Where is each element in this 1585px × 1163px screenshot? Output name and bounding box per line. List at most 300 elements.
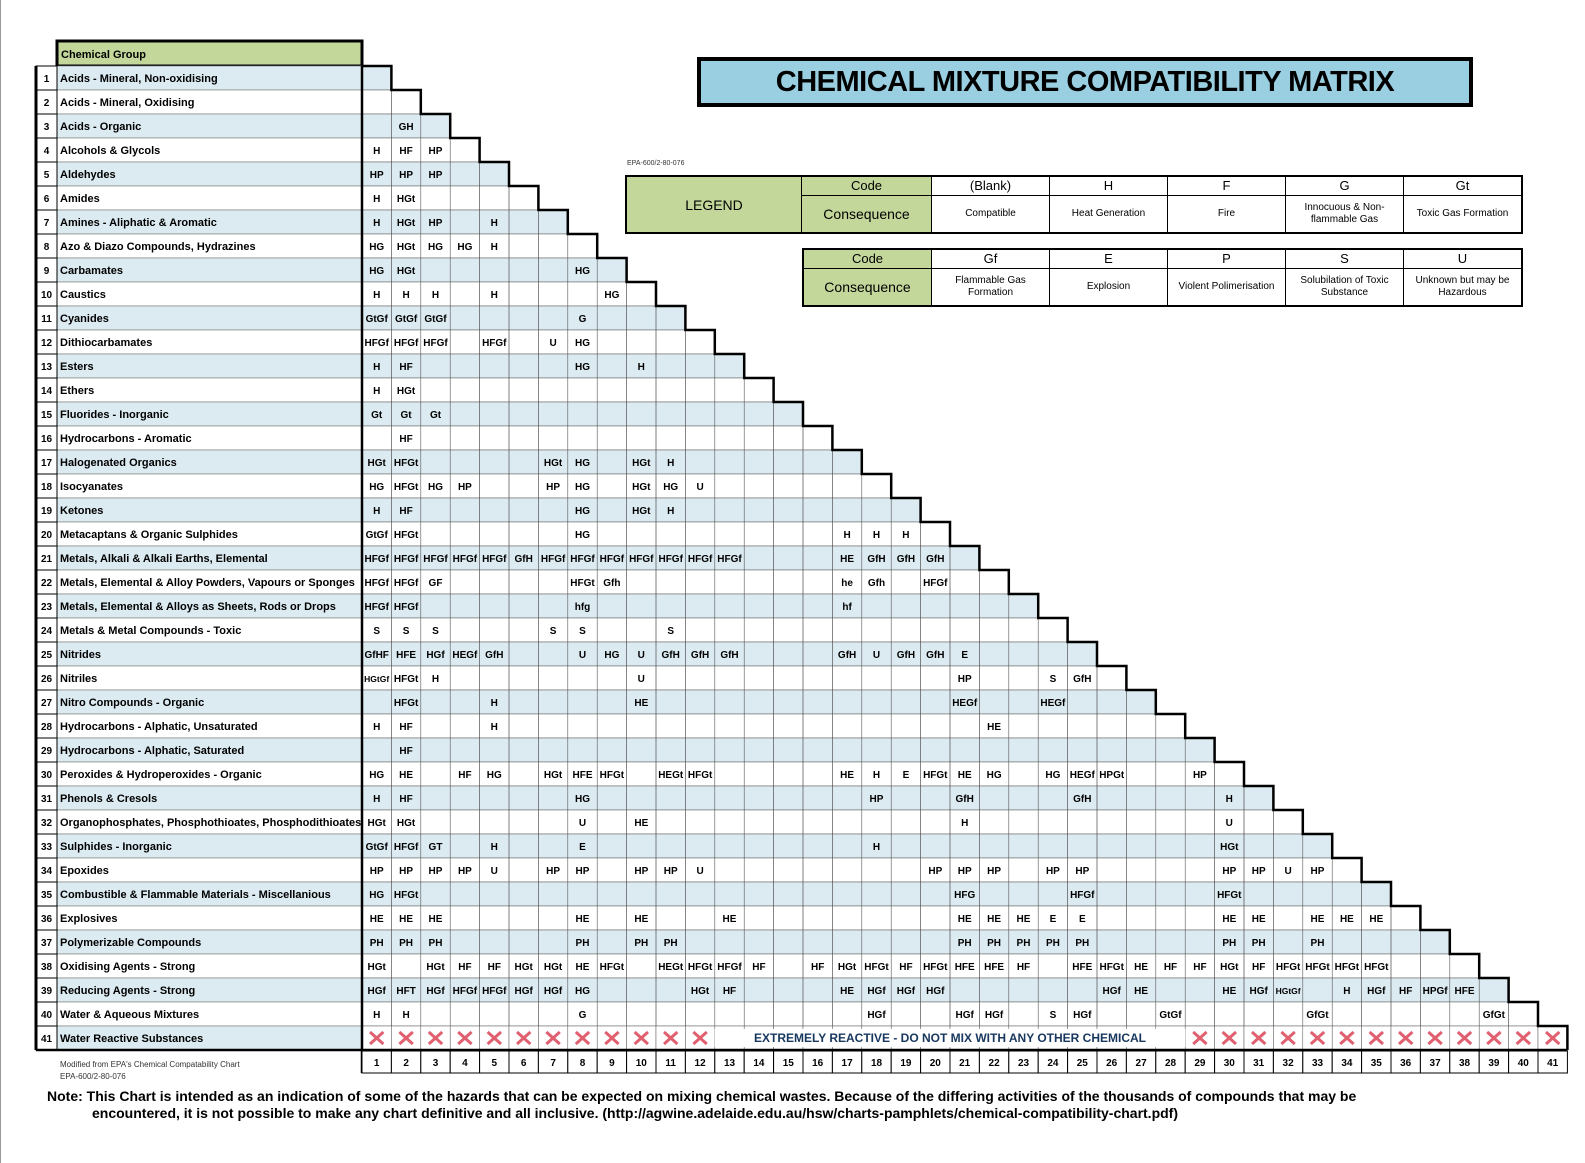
column-number: 21 xyxy=(959,1058,971,1069)
legend-meaning-f: Fire xyxy=(1168,196,1286,234)
column-number: 18 xyxy=(870,1058,883,1069)
matrix-value: HGf xyxy=(984,1010,1004,1021)
row-number: 11 xyxy=(41,314,52,325)
legend-consequence-label: Consequence xyxy=(802,196,932,234)
matrix-value: GfHF xyxy=(364,650,389,661)
legend-meaning-s: Solubilation of Toxic Substance xyxy=(1286,269,1404,307)
matrix-value: HE xyxy=(1251,914,1266,925)
column-number: 37 xyxy=(1429,1058,1441,1069)
row-number: 24 xyxy=(40,626,53,637)
row-number: 32 xyxy=(40,818,53,829)
row-number: 23 xyxy=(40,602,53,613)
matrix-value: HE xyxy=(634,818,649,829)
matrix-value: HGt xyxy=(690,986,710,997)
matrix-value: HP xyxy=(957,866,972,877)
matrix-value: GfH xyxy=(926,554,945,565)
group-name: Esters xyxy=(60,361,94,373)
group-header-label: Chemical Group xyxy=(61,49,146,61)
matrix-value: HE xyxy=(722,914,737,925)
matrix-value: H xyxy=(490,698,498,709)
matrix-value: HG xyxy=(575,266,590,277)
row-number: 31 xyxy=(40,794,53,805)
matrix-value: HEGf xyxy=(1040,698,1066,709)
row-number: 39 xyxy=(40,986,53,997)
matrix-value: U xyxy=(696,482,704,493)
matrix-value: H xyxy=(637,362,645,373)
row-number: 20 xyxy=(40,530,53,541)
matrix-value: HGf xyxy=(514,986,533,997)
matrix-value: HG xyxy=(486,770,502,781)
column-number: 1 xyxy=(373,1058,380,1069)
matrix-value: HFGf xyxy=(452,986,478,997)
column-number: 15 xyxy=(782,1058,794,1069)
matrix-value: GfH xyxy=(485,650,504,661)
matrix-value: HFE xyxy=(984,962,1005,973)
row-number: 16 xyxy=(40,434,53,445)
group-name: Dithiocarbamates xyxy=(60,337,153,349)
matrix-value: HEGt xyxy=(658,770,684,781)
matrix-value: HF xyxy=(399,746,413,757)
legend-meaning-g: Innocuous & Non-flammable Gas xyxy=(1286,196,1404,234)
group-name: Acids - Mineral, Non-oxidising xyxy=(60,73,218,85)
row-number: 3 xyxy=(43,122,50,133)
matrix-row-band xyxy=(362,66,391,90)
matrix-value: HFGt xyxy=(393,674,419,685)
matrix-value: HE xyxy=(575,962,590,973)
matrix-value: HG xyxy=(604,290,620,301)
matrix-value: PH xyxy=(399,938,414,949)
matrix-value: HGt xyxy=(632,506,651,517)
group-row xyxy=(57,642,362,666)
matrix-value: HFGt xyxy=(1275,962,1301,973)
source-note-line-2: EPA-600/2-80-076 xyxy=(60,1072,126,1081)
matrix-value: HP xyxy=(1075,866,1090,877)
matrix-value: HF xyxy=(458,962,472,973)
matrix-value: GtGf xyxy=(424,314,447,325)
matrix-value: HGf xyxy=(1367,986,1386,997)
matrix-value: HFGt xyxy=(1364,962,1389,973)
row-number: 34 xyxy=(40,866,53,877)
matrix-value: HP xyxy=(369,866,384,877)
matrix-value: HF xyxy=(811,962,825,973)
matrix-value: HE xyxy=(840,986,855,997)
matrix-value: HFGf xyxy=(423,338,448,349)
matrix-value: HGt xyxy=(837,962,857,973)
source-note-line-1: Modified from EPA's Chemical Compatability Chart xyxy=(60,1060,240,1069)
matrix-value: Gt xyxy=(429,410,442,421)
matrix-value: HF xyxy=(487,962,501,973)
matrix-value: HFGf xyxy=(717,962,742,973)
matrix-value: HFGt xyxy=(1217,890,1242,901)
disclaimer-note xyxy=(47,1088,1527,1122)
matrix-value: H xyxy=(1225,794,1233,805)
matrix-value: E xyxy=(1049,914,1057,925)
matrix-value: HP xyxy=(428,170,443,181)
group-name: Alcohols & Glycols xyxy=(60,145,161,157)
matrix-value: HFGf xyxy=(393,578,419,589)
matrix-value: H xyxy=(373,362,381,373)
matrix-value: HF xyxy=(752,962,766,973)
matrix-value: HE xyxy=(1222,914,1237,925)
column-number: 13 xyxy=(723,1058,736,1069)
row-number: 25 xyxy=(40,650,53,661)
matrix-value: GtGf xyxy=(365,530,388,541)
group-name: Phenols & Cresols xyxy=(60,793,158,805)
row-number: 17 xyxy=(40,458,53,469)
matrix-value: G xyxy=(578,314,587,325)
matrix-value: HFGf xyxy=(423,554,448,565)
matrix-value: PH xyxy=(987,938,1002,949)
matrix-value: GtGf xyxy=(1159,1010,1182,1021)
matrix-value: hfg xyxy=(574,602,591,613)
matrix-value: HGf xyxy=(926,986,945,997)
matrix-value: GfH xyxy=(837,650,857,661)
matrix-value: HFGt xyxy=(599,962,625,973)
matrix-value: HFGt xyxy=(923,962,948,973)
row-number: 1 xyxy=(43,74,50,85)
matrix-value: PH xyxy=(1016,938,1031,949)
group-name: Caustics xyxy=(60,289,106,301)
row-number: 15 xyxy=(40,410,53,421)
row-number: 27 xyxy=(40,698,53,709)
row-number: 19 xyxy=(40,506,53,517)
matrix-value: HG xyxy=(986,770,1002,781)
matrix-value: HFGt xyxy=(923,770,948,781)
matrix-value: HE xyxy=(634,698,649,709)
row-number: 28 xyxy=(40,722,53,733)
matrix-value: HFGf xyxy=(364,554,389,565)
legend-code-u: U xyxy=(1404,249,1523,269)
row-number: 2 xyxy=(43,98,50,109)
row-number: 37 xyxy=(40,938,53,949)
matrix-value: HGtGf xyxy=(1275,986,1301,996)
group-name: Cyanides xyxy=(60,313,109,325)
matrix-value: HP xyxy=(546,482,561,493)
matrix-value: HGf xyxy=(367,986,386,997)
row-number: 33 xyxy=(40,842,53,853)
matrix-value: HFGt xyxy=(393,458,419,469)
matrix-value: PH xyxy=(369,938,384,949)
disclaimer-line-2: encountered, it is not possible to make any chart definitive and all inclusive. (http://agwine.adelaide.edu.au/hsw/charts-pamphlets/chemical-compatibility-chart.pdf) xyxy=(92,1105,1178,1121)
matrix-value: GtGf xyxy=(365,314,388,325)
matrix-value: Gfh xyxy=(867,578,886,589)
matrix-value: HF xyxy=(1163,962,1178,973)
matrix-value: HF xyxy=(399,434,413,445)
group-name: Nitriles xyxy=(60,673,98,685)
group-name: Metals, Alkali & Alkali Earths, Elemental xyxy=(60,553,268,565)
matrix-row-band xyxy=(362,786,1273,810)
column-number: 32 xyxy=(1282,1058,1294,1069)
matrix-value: GfH xyxy=(896,554,916,565)
matrix-value: HFT xyxy=(396,986,416,997)
matrix-value: HGt xyxy=(367,458,386,469)
column-number: 22 xyxy=(988,1058,1000,1069)
matrix-value: HE xyxy=(840,554,855,565)
matrix-row-band xyxy=(362,210,568,234)
group-row xyxy=(57,354,362,378)
column-number: 38 xyxy=(1458,1058,1471,1069)
matrix-value: HFGf xyxy=(923,578,948,589)
group-name: Ketones xyxy=(60,505,104,517)
matrix-value: HFGf xyxy=(482,338,507,349)
matrix-value: HG xyxy=(575,338,590,349)
row-number: 4 xyxy=(43,146,50,157)
group-name: Halogenated Organics xyxy=(60,457,177,469)
matrix-value: HE xyxy=(957,770,972,781)
matrix-value: U xyxy=(578,818,587,829)
matrix-value: HF xyxy=(399,794,413,805)
row-number: 21 xyxy=(40,554,53,565)
group-name: Polymerizable Compounds xyxy=(60,937,202,949)
matrix-value: PH xyxy=(1222,938,1237,949)
matrix-value: HF xyxy=(722,986,737,997)
matrix-value: HFGf xyxy=(393,554,419,565)
matrix-value: HFGf xyxy=(393,842,419,853)
group-name: Acids - Organic xyxy=(60,121,142,133)
matrix-value: HEGt xyxy=(658,962,684,973)
matrix-value: GfH xyxy=(690,650,710,661)
matrix-value: U xyxy=(1284,866,1292,877)
matrix-value: HE xyxy=(1310,914,1325,925)
matrix-value: E xyxy=(902,770,910,781)
row-number: 5 xyxy=(43,170,50,181)
matrix-value: HG xyxy=(575,794,590,805)
group-name: Metacaptans & Organic Sulphides xyxy=(60,529,238,541)
matrix-value: HF xyxy=(1399,986,1413,997)
matrix-value: HG xyxy=(369,242,385,253)
matrix-value: HGt xyxy=(514,962,533,973)
matrix-value: U xyxy=(637,674,645,685)
matrix-value: S xyxy=(579,626,586,637)
matrix-value: HG xyxy=(604,650,620,661)
matrix-value: HF xyxy=(899,962,913,973)
group-name: Water & Aqueous Mixtures xyxy=(60,1009,200,1021)
matrix-value: HE xyxy=(428,914,443,925)
column-number: 4 xyxy=(462,1058,468,1069)
matrix-value: HG xyxy=(575,482,590,493)
matrix-value: HG xyxy=(575,986,590,997)
group-name: Hydrocarbons - Aromatic xyxy=(60,433,192,445)
matrix-value: HGt xyxy=(396,386,416,397)
legend-meaning-gf: Flammable Gas Formation xyxy=(932,269,1050,307)
matrix-value: U xyxy=(696,866,704,877)
matrix-value: HP xyxy=(399,170,414,181)
column-number: 24 xyxy=(1047,1058,1059,1069)
matrix-value: HG xyxy=(575,458,590,469)
row-number: 9 xyxy=(43,266,50,277)
matrix-value: H xyxy=(490,242,498,253)
group-name: Nitrides xyxy=(60,649,101,661)
matrix-value: HFG xyxy=(954,890,976,901)
disclaimer-line-1: Note: This Chart is intended as an indication of some of the hazards that can be expected on mixing chemical wastes. Because of the differing activities of the thousands of compounds that may be xyxy=(47,1088,1357,1104)
matrix-value: HP xyxy=(457,482,472,493)
matrix-value: H xyxy=(373,506,381,517)
matrix-value: GfH xyxy=(896,650,916,661)
matrix-value: HG xyxy=(457,242,473,253)
matrix-value: HFGf xyxy=(364,338,389,349)
matrix-value: H xyxy=(872,530,881,541)
matrix-value: H xyxy=(843,530,851,541)
column-number: 2 xyxy=(403,1058,409,1069)
group-name: Isocyanates xyxy=(60,481,123,493)
group-row xyxy=(57,378,362,402)
matrix-value: HFE xyxy=(954,962,975,973)
matrix-value: HE xyxy=(840,770,855,781)
matrix-value: HFGf xyxy=(393,602,419,613)
matrix-value: HG xyxy=(428,482,443,493)
matrix-value: HP xyxy=(1192,770,1207,781)
matrix-value: HG xyxy=(575,362,590,373)
column-number: 6 xyxy=(520,1058,527,1069)
matrix-row-band xyxy=(362,834,1332,858)
matrix-value: HP xyxy=(457,866,472,877)
group-row xyxy=(57,666,362,690)
matrix-value: GT xyxy=(428,842,443,853)
column-number: 5 xyxy=(491,1058,498,1069)
matrix-value: GfGt xyxy=(1482,1010,1506,1021)
group-name: Azo & Diazo Compounds, Hydrazines xyxy=(60,241,256,253)
matrix-value: HP xyxy=(1251,866,1266,877)
matrix-value: HP xyxy=(634,866,649,877)
matrix-value: H xyxy=(373,722,381,733)
row-number: 14 xyxy=(40,386,53,397)
matrix-value: HGt xyxy=(632,482,651,493)
matrix-value: HE xyxy=(1339,914,1354,925)
group-name: Epoxides xyxy=(60,865,109,877)
legend-meaning-e: Explosion xyxy=(1050,269,1168,307)
matrix-value: HP xyxy=(399,866,414,877)
matrix-value: H xyxy=(431,674,440,685)
matrix-value: H xyxy=(872,842,881,853)
matrix-value: HGf xyxy=(867,1010,886,1021)
matrix-value: HGt xyxy=(367,962,386,973)
group-name: Amides xyxy=(60,193,100,205)
group-name: Carbamates xyxy=(60,265,123,277)
matrix-value: GfH xyxy=(926,650,945,661)
matrix-value: HFE xyxy=(572,770,593,781)
row-number: 7 xyxy=(43,218,50,229)
matrix-value: HF xyxy=(399,362,413,373)
matrix-value: HE xyxy=(1016,914,1031,925)
group-name: Acids - Mineral, Oxidising xyxy=(60,97,195,109)
matrix-value: HE xyxy=(369,914,384,925)
row-number: 18 xyxy=(40,482,53,493)
matrix-value: HFGf xyxy=(482,986,507,997)
matrix-value: HGt xyxy=(543,962,563,973)
legend-consequence-label-2: Consequence xyxy=(803,269,932,307)
column-number: 31 xyxy=(1253,1058,1265,1069)
row-number: 38 xyxy=(40,962,53,973)
matrix-value: GtGf xyxy=(394,314,418,325)
matrix-value: HG xyxy=(369,482,385,493)
column-number: 20 xyxy=(929,1058,941,1069)
matrix-value: HGt xyxy=(632,458,651,469)
matrix-value: HGt xyxy=(367,818,386,829)
matrix-value: H xyxy=(961,818,969,829)
matrix-value: HG xyxy=(575,530,590,541)
matrix-value: HGf xyxy=(1102,986,1121,997)
group-name: Sulphides - Inorganic xyxy=(60,841,172,853)
row-number: 29 xyxy=(40,746,53,757)
matrix-value: E xyxy=(961,650,969,661)
matrix-value: HFE xyxy=(1072,962,1093,973)
column-number: 19 xyxy=(900,1058,912,1069)
matrix-value: HGt xyxy=(396,218,416,229)
group-name: Hydrocarbons - Alphatic, Saturated xyxy=(60,745,245,757)
group-name: Hydrocarbons - Alphatic, Unsaturated xyxy=(60,721,258,733)
matrix-row-band xyxy=(362,450,862,474)
matrix-value: GfH xyxy=(661,650,680,661)
matrix-value: U xyxy=(1225,818,1233,829)
row-number: 30 xyxy=(40,770,53,781)
legend-code-label: Code xyxy=(802,176,932,196)
matrix-value: HF xyxy=(1252,962,1266,973)
legend-meaning-gt: Toxic Gas Formation xyxy=(1404,196,1523,234)
legend-meaning-h: Heat Generation xyxy=(1050,196,1168,234)
matrix-value: PH xyxy=(1075,938,1090,949)
matrix-value: HF xyxy=(458,770,472,781)
group-name: Amines - Aliphatic & Aromatic xyxy=(60,217,217,229)
column-number: 8 xyxy=(579,1058,586,1069)
group-name: Peroxides & Hydroperoxides - Organic xyxy=(60,769,262,781)
matrix-value: HG xyxy=(1045,770,1061,781)
matrix-value: HGt xyxy=(396,242,416,253)
matrix-value: HGt xyxy=(543,770,563,781)
column-number: 25 xyxy=(1076,1058,1088,1069)
matrix-value: HFGf xyxy=(1070,890,1095,901)
matrix-value: HE xyxy=(1134,986,1149,997)
matrix-value: HP xyxy=(869,794,884,805)
matrix-value: S xyxy=(667,626,675,637)
row-number: 12 xyxy=(40,338,53,349)
matrix-value: HPGf xyxy=(1422,986,1448,997)
matrix-value: HG xyxy=(663,482,679,493)
matrix-value: S xyxy=(432,626,439,637)
legend-code-p: P xyxy=(1168,249,1286,269)
legend-meaning-u: Unknown but may be Hazardous xyxy=(1404,269,1523,307)
matrix-value: HF xyxy=(1193,962,1207,973)
matrix-value: H xyxy=(373,146,381,157)
matrix-value: HFGf xyxy=(393,338,419,349)
matrix-value: HFGt xyxy=(393,530,419,541)
row-number: 36 xyxy=(40,914,53,925)
matrix-value: PH xyxy=(1251,938,1266,949)
matrix-value: H xyxy=(373,1010,381,1021)
matrix-value: HEGf xyxy=(452,650,478,661)
matrix-value: Gt xyxy=(400,410,412,421)
matrix-value: HG xyxy=(575,506,590,517)
column-number: 9 xyxy=(609,1058,615,1069)
matrix-value: H xyxy=(373,290,381,301)
group-name: Nitro Compounds - Organic xyxy=(60,697,205,709)
matrix-value: HE xyxy=(1222,986,1237,997)
matrix-value: HFGt xyxy=(1305,962,1330,973)
group-name: Metals, Elemental & Alloy Powders, Vapours or Sponges xyxy=(60,577,355,589)
matrix-value: HFGf xyxy=(570,554,595,565)
source-code-label: EPA-600/2-80-076 xyxy=(627,160,685,167)
matrix-row-band xyxy=(362,690,1156,714)
matrix-value: HP xyxy=(428,866,443,877)
matrix-value: HGt xyxy=(396,818,416,829)
legend-code-h: H xyxy=(1050,176,1168,196)
row-number: 13 xyxy=(40,362,53,373)
column-number: 27 xyxy=(1135,1058,1147,1069)
matrix-value: HF xyxy=(399,146,413,157)
row-number: 22 xyxy=(40,578,53,589)
matrix-value: HFGt xyxy=(1099,962,1124,973)
column-number: 30 xyxy=(1223,1058,1235,1069)
matrix-value: HGtGf xyxy=(364,674,390,684)
